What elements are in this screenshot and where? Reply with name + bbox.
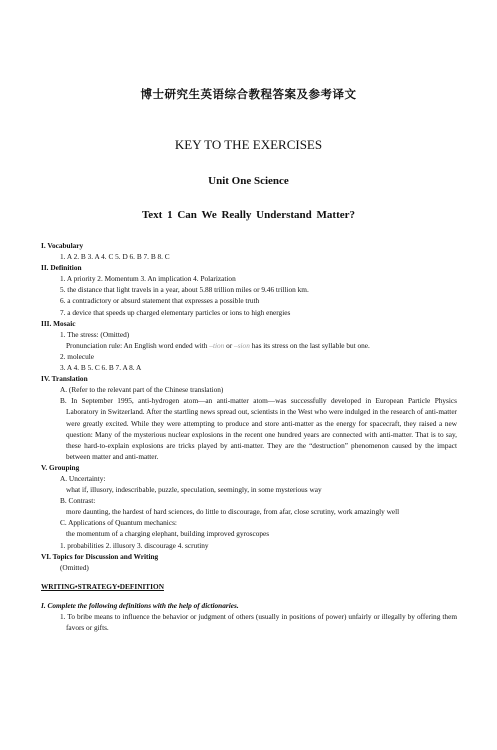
- text-heading: Text 1 Can We Really Understand Matter?: [141, 209, 356, 221]
- writing-strategy-heading: WRITING•STRATEGY•DEFINITION: [41, 581, 164, 591]
- section-heading-vocabulary: I. Vocabulary: [41, 241, 84, 250]
- rule-or: or: [226, 340, 233, 350]
- grouping-answers: 1. probabilities 2. illusory 3. discourage 4. scrutiny: [60, 540, 209, 550]
- mosaic-stress: 1. The stress: (Omitted): [60, 329, 130, 339]
- definition-line: 1. A priority 2. Momentum 3. An implication 4. Polarization: [60, 274, 236, 284]
- section-heading-mosaic: III. Mosaic: [41, 318, 76, 328]
- grouping-c-words: the momentum of a charging elephant, building improved gyroscopes: [66, 529, 270, 539]
- topics-text: (Omitted): [60, 562, 89, 572]
- rule-end: has its stress on the last syllable but one.: [251, 340, 370, 350]
- definition-line: 5. the distance that light travels in a year, about 5.88 trillion miles or 9.46 trillion km.: [60, 285, 309, 295]
- grouping-c-label: C. Applications of Quantum mechanics:: [60, 518, 177, 528]
- mosaic-line: 3. A 4. B 5. C 6. B 7. A 8. A: [60, 363, 142, 373]
- translation-a: A. (Refer to the relevant part of the Chinese translation): [60, 385, 224, 395]
- pronunciation-rule: [41, 340, 457, 351]
- definition-line: 7. a device that speeds up charged elementary particles or ions to high energies: [60, 307, 291, 317]
- exercise-body: [41, 240, 457, 633]
- vocabulary-answers: 1. A 2. B 3. A 4. C 5. D 6. B 7. B 8. C: [60, 252, 170, 262]
- grouping-a-words: what if, illusory, indescribable, puzzle, speculation, seemingly, in some mysterious way: [66, 485, 322, 495]
- rule-suffix-sion: –sion: [234, 340, 250, 350]
- mosaic-line: 2. molecule: [60, 351, 95, 361]
- definition-line: 6. a contradictory or absurd statement that expresses a possible truth: [60, 296, 260, 306]
- section-heading-definition: II. Definition: [41, 263, 82, 273]
- grouping-a-label: A. Uncertainty:: [60, 473, 106, 483]
- rule-suffix-tion: –tion: [209, 340, 225, 350]
- unit-heading: Unit One Science: [208, 175, 289, 187]
- section-heading-topics: VI. Topics for Discussion and Writing: [41, 551, 159, 561]
- definition-item: 1. To bribe means to influence the behavior or judgment of others (usually in positions of power) unfairly or illegally by offering them favors or gifts.: [60, 612, 457, 633]
- grouping-b-words: more daunting, the hardest of hard sciences, do little to discourage, from afar, close scrutiny, work amazingly well: [66, 507, 400, 517]
- rule-prefix: Pronunciation rule: An English word ended with: [66, 340, 208, 350]
- grouping-b-label: B. Contrast:: [60, 496, 96, 506]
- definition-instruction: I. Complete the following definitions with the help of dictionaries.: [41, 600, 239, 610]
- document-title: 博士研究生英语综合教程答案及参考译文: [140, 87, 357, 101]
- key-heading: KEY TO THE EXERCISES: [174, 137, 323, 152]
- translation-b: B. In September 1995, anti-hydrogen atom—an anti-matter atom—was successfully developed in European Particle Physics Laboratory in Switzerland. After the startling news spread out, scientists in the West who were indulged in the research of anti-matter were greatly excited. While they were attempting to produce and store anti-matter as the energy for spacecraft, they raised a new question: Many of the mysterious nuclear explosions in the recent one hundred years are connected with anti-matter. That is to say, these hard-to-explain explosions are tricks played by anti-matter. They are the “destruction” phenomenon caused by the impact between matter and anti-matter.: [60, 396, 457, 461]
- section-heading-translation: IV. Translation: [41, 374, 88, 384]
- section-heading-grouping: V. Grouping: [41, 462, 80, 472]
